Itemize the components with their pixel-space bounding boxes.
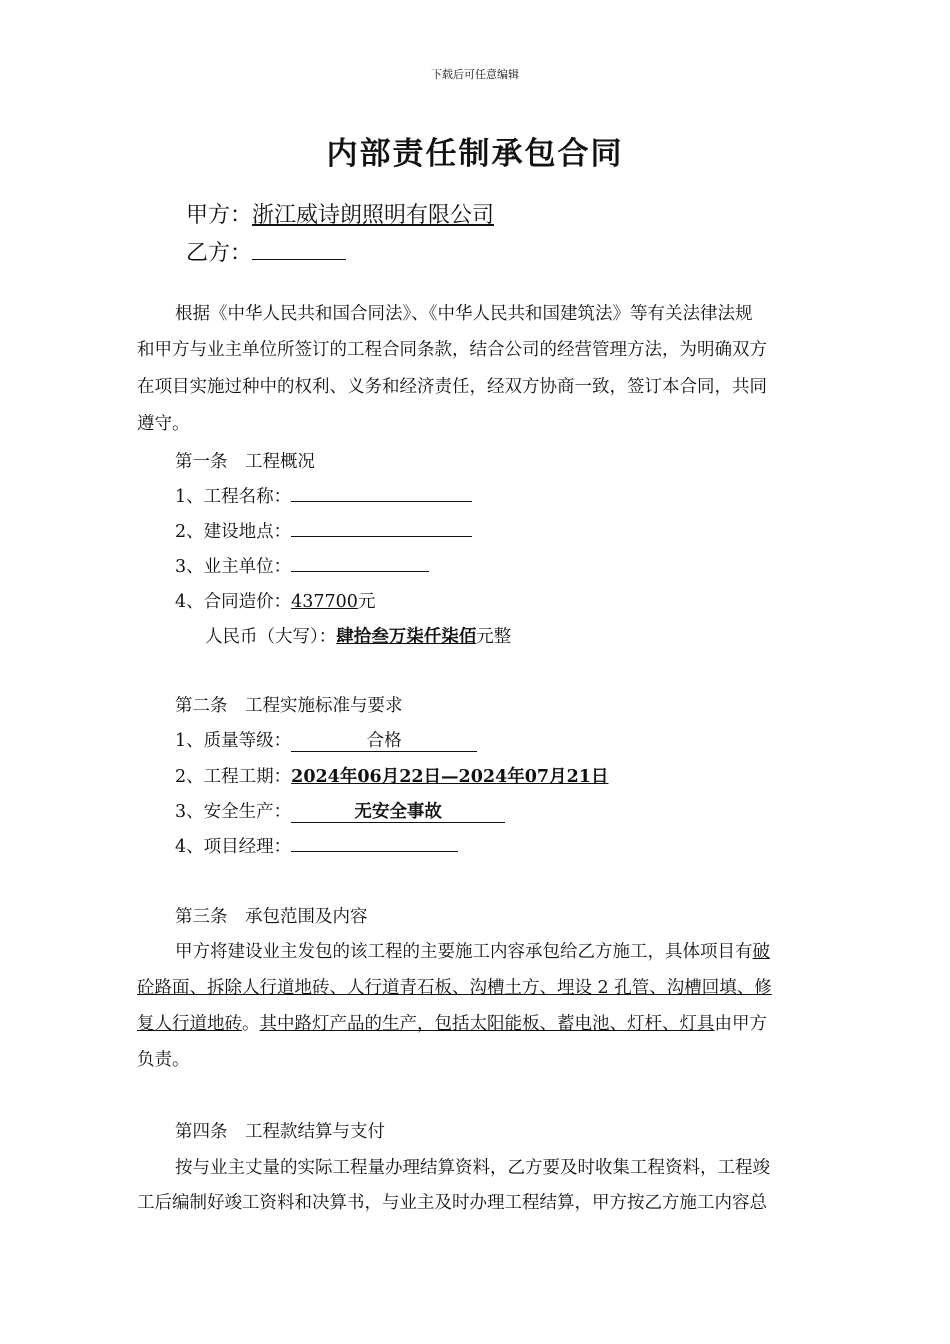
party-b — [186, 236, 346, 267]
quality-row — [175, 727, 477, 752]
site-row — [175, 518, 472, 543]
period-row — [175, 763, 608, 788]
header-note: 下载后可任意编辑 — [431, 68, 519, 81]
project-name-blank — [291, 483, 472, 502]
rmb-value: 肆拾叁万柒仟柒佰 — [336, 627, 477, 647]
site-blank — [291, 518, 472, 537]
article4-heading: 第四条 工程款结算与支付 — [175, 1122, 385, 1142]
quality-label: 1、质量等级： — [175, 731, 292, 751]
price-row — [175, 588, 375, 613]
scope-line-3-underlined-a: 复人行道地砖 — [137, 1014, 242, 1034]
scope-line-4: 负责。 — [137, 1050, 190, 1070]
owner-blank — [291, 553, 429, 572]
article2-heading: 第二条 工程实施标准与要求 — [175, 696, 403, 716]
owner-row — [175, 553, 429, 578]
preamble-line-4: 遵守。 — [137, 414, 190, 434]
party-a — [186, 198, 494, 229]
safety-value: 无安全事故 — [291, 802, 505, 823]
scope-line-1-text: 甲方将建设业主发包的该工程的主要施工内容承包给乙方施工，具体项目有 — [175, 942, 753, 962]
scope-line-3-underlined-b: 其中路灯产品的生产，包括太阳能板、蓄电池、灯杆、灯具 — [259, 1014, 715, 1034]
price-value: 437700 — [291, 592, 358, 612]
party-b-blank — [252, 241, 346, 260]
period-label: 2、工程工期： — [175, 767, 292, 787]
owner-label: 3、业主单位： — [175, 557, 292, 577]
scope-line-3-text-b: 由甲方 — [714, 1014, 767, 1034]
price-label: 4、合同造价： — [175, 592, 292, 612]
settlement-line-2: 工后编制好竣工资料和决算书，与业主及时办理工程结算，甲方按乙方施工内容总 — [137, 1193, 767, 1213]
rmb-suffix: 元整 — [476, 627, 512, 647]
scope-line-1-underlined: 破 — [752, 942, 770, 962]
article1-heading: 第一条 工程概况 — [175, 452, 315, 472]
scope-line-3-text-a: 。 — [242, 1014, 260, 1034]
quality-value: 合格 — [291, 731, 477, 752]
preamble-line-3: 在项目实施过种中的权利、义务和经济责任，经双方协商一致，签订本合同，共同 — [137, 377, 767, 397]
price-unit: 元 — [357, 592, 376, 612]
settlement-line-1: 按与业主丈量的实际工程量办理结算资料，乙方要及时收集工程资料，工程竣 — [175, 1158, 770, 1178]
project-name-row — [175, 483, 472, 508]
preamble-line-2: 和甲方与业主单位所签订的工程合同条款，结合公司的经营管理方法，为明确双方 — [137, 340, 767, 360]
document-title: 内部责任制承包合同 — [326, 136, 624, 172]
scope-line-2: 砼路面、拆除人行道地砖、人行道青石板、沟槽土方、埋设 2 孔管、沟槽回填、修 — [137, 978, 772, 998]
article3-heading: 第三条 承包范围及内容 — [175, 907, 368, 927]
scope-line-3 — [137, 1010, 767, 1035]
rmb-label: 人民币（大写）： — [205, 627, 337, 647]
scope-line-1 — [175, 938, 770, 963]
rmb-row — [205, 623, 511, 648]
period-value: 2024年06月22日—2024年07月21日 — [291, 767, 609, 787]
party-a-label: 甲方： — [186, 203, 253, 228]
project-name-label: 1、工程名称： — [175, 487, 292, 507]
safety-row — [175, 798, 505, 823]
site-label: 2、建设地点： — [175, 522, 292, 542]
safety-label: 3、安全生产： — [175, 802, 292, 822]
manager-row — [175, 833, 458, 858]
manager-blank — [291, 833, 458, 852]
preamble-line-1: 根据《中华人民共和国合同法》、《中华人民共和国建筑法》等有关法律法规 — [175, 304, 753, 324]
manager-label: 4、项目经理： — [175, 837, 292, 857]
party-a-value: 浙江威诗朗照明有限公司 — [252, 203, 495, 228]
party-b-label: 乙方： — [186, 241, 253, 266]
